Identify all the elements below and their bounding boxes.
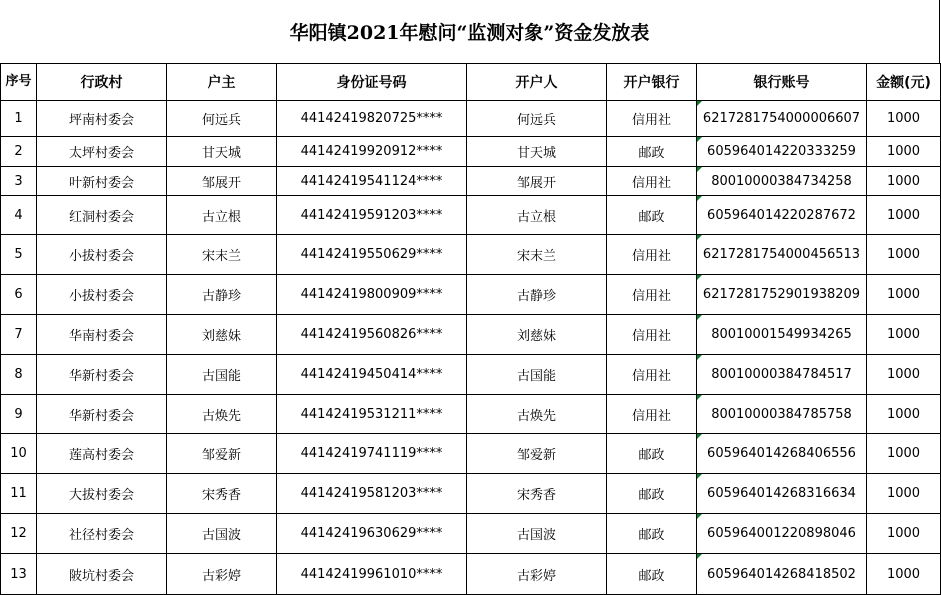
- header-bank: 开户银行: [607, 64, 697, 101]
- cell-village: 坪南村委会: [37, 101, 167, 137]
- cell-seq: 12: [1, 514, 37, 554]
- cell-id-number: 44142419450414****: [277, 355, 467, 395]
- disbursement-table: [0, 63, 941, 595]
- cell-village: 陂坑村委会: [37, 554, 167, 595]
- cell-id-number: 44142419741119****: [277, 434, 467, 474]
- cell-amount: 1000: [867, 554, 941, 595]
- cell-amount: 1000: [867, 315, 941, 355]
- table-row: [1, 275, 941, 315]
- cell-bank: 信用社: [607, 275, 697, 315]
- cell-account-number: 605964014220333259: [697, 137, 867, 167]
- header-account-number: 银行账号: [697, 64, 867, 101]
- cell-seq: 1: [1, 101, 37, 137]
- cell-bank: 邮政: [607, 514, 697, 554]
- cell-village: 华南村委会: [37, 315, 167, 355]
- header-row: [1, 64, 941, 101]
- table-row: [1, 315, 941, 355]
- table-row: [1, 167, 941, 196]
- cell-village: 莲高村委会: [37, 434, 167, 474]
- cell-village: 太坪村委会: [37, 137, 167, 167]
- cell-seq: 5: [1, 235, 37, 275]
- cell-householder: 甘天城: [167, 137, 277, 167]
- cell-householder: 刘慈妹: [167, 315, 277, 355]
- cell-bank: 信用社: [607, 101, 697, 137]
- cell-village: 小拔村委会: [37, 235, 167, 275]
- cell-account-holder: 古静珍: [467, 275, 607, 315]
- cell-account-holder: 古立根: [467, 196, 607, 235]
- cell-amount: 1000: [867, 474, 941, 514]
- table-row: [1, 434, 941, 474]
- cell-village: 小拔村委会: [37, 275, 167, 315]
- cell-amount: 1000: [867, 395, 941, 434]
- cell-id-number: 44142419961010****: [277, 554, 467, 595]
- cell-seq: 3: [1, 167, 37, 196]
- table-row: [1, 514, 941, 554]
- table-row: [1, 355, 941, 395]
- header-seq: 序号: [1, 64, 37, 101]
- cell-account-holder: 刘慈妹: [467, 315, 607, 355]
- cell-account-number: 6217281754000456513: [697, 235, 867, 275]
- cell-id-number: 44142419591203****: [277, 196, 467, 235]
- cell-account-number: 605964014268418502: [697, 554, 867, 595]
- cell-seq: 2: [1, 137, 37, 167]
- cell-village: 华新村委会: [37, 395, 167, 434]
- cell-id-number: 44142419800909****: [277, 275, 467, 315]
- cell-householder: 古国波: [167, 514, 277, 554]
- cell-seq: 13: [1, 554, 37, 595]
- cell-bank: 邮政: [607, 434, 697, 474]
- cell-account-holder: 邹爱新: [467, 434, 607, 474]
- cell-account-number: 6217281752901938209: [697, 275, 867, 315]
- cell-account-number: 80010000384785758: [697, 395, 867, 434]
- header-amount: 金额(元): [867, 64, 941, 101]
- cell-account-number: 605964014268316634: [697, 474, 867, 514]
- cell-id-number: 44142419550629****: [277, 235, 467, 275]
- cell-village: 华新村委会: [37, 355, 167, 395]
- cell-bank: 邮政: [607, 196, 697, 235]
- cell-village: 叶新村委会: [37, 167, 167, 196]
- cell-id-number: 44142419560826****: [277, 315, 467, 355]
- header-village: 行政村: [37, 64, 167, 101]
- cell-account-holder: 宋末兰: [467, 235, 607, 275]
- cell-householder: 邹爱新: [167, 434, 277, 474]
- cell-account-holder: 古国能: [467, 355, 607, 395]
- cell-householder: 宋末兰: [167, 235, 277, 275]
- cell-account-number: 80010000384734258: [697, 167, 867, 196]
- cell-account-holder: 古焕先: [467, 395, 607, 434]
- cell-account-holder: 宋秀香: [467, 474, 607, 514]
- cell-seq: 11: [1, 474, 37, 514]
- table-row: [1, 196, 941, 235]
- cell-account-number: 80010000384784517: [697, 355, 867, 395]
- cell-village: 社径村委会: [37, 514, 167, 554]
- cell-bank: 信用社: [607, 167, 697, 196]
- header-householder: 户主: [167, 64, 277, 101]
- cell-bank: 邮政: [607, 554, 697, 595]
- cell-id-number: 44142419531211****: [277, 395, 467, 434]
- cell-id-number: 44142419820725****: [277, 101, 467, 137]
- header-id-number: 身份证号码: [277, 64, 467, 101]
- cell-account-number: 605964001220898046: [697, 514, 867, 554]
- cell-id-number: 44142419581203****: [277, 474, 467, 514]
- cell-account-number: 605964014220287672: [697, 196, 867, 235]
- cell-householder: 古焕先: [167, 395, 277, 434]
- cell-amount: 1000: [867, 235, 941, 275]
- cell-amount: 1000: [867, 167, 941, 196]
- cell-amount: 1000: [867, 275, 941, 315]
- cell-account-holder: 古彩婷: [467, 554, 607, 595]
- cell-householder: 古国能: [167, 355, 277, 395]
- table-row: [1, 474, 941, 514]
- cell-bank: 邮政: [607, 137, 697, 167]
- cell-householder: 古静珍: [167, 275, 277, 315]
- cell-village: 大拔村委会: [37, 474, 167, 514]
- cell-account-holder: 邹展开: [467, 167, 607, 196]
- cell-amount: 1000: [867, 196, 941, 235]
- cell-account-number: 6217281754000006607: [697, 101, 867, 137]
- cell-bank: 信用社: [607, 395, 697, 434]
- cell-seq: 10: [1, 434, 37, 474]
- cell-householder: 宋秀香: [167, 474, 277, 514]
- cell-account-number: 80010001549934265: [697, 315, 867, 355]
- header-account-holder: 开户人: [467, 64, 607, 101]
- cell-seq: 8: [1, 355, 37, 395]
- table-row: [1, 137, 941, 167]
- cell-village: 红洞村委会: [37, 196, 167, 235]
- cell-householder: 古立根: [167, 196, 277, 235]
- cell-amount: 1000: [867, 101, 941, 137]
- cell-bank: 信用社: [607, 355, 697, 395]
- cell-account-holder: 甘天城: [467, 137, 607, 167]
- cell-householder: 古彩婷: [167, 554, 277, 595]
- cell-id-number: 44142419920912****: [277, 137, 467, 167]
- cell-account-holder: 古国波: [467, 514, 607, 554]
- table-row: [1, 395, 941, 434]
- cell-amount: 1000: [867, 355, 941, 395]
- cell-bank: 信用社: [607, 315, 697, 355]
- cell-amount: 1000: [867, 514, 941, 554]
- cell-id-number: 44142419630629****: [277, 514, 467, 554]
- cell-account-holder: 何远兵: [467, 101, 607, 137]
- cell-bank: 信用社: [607, 235, 697, 275]
- table-row: [1, 101, 941, 137]
- cell-seq: 7: [1, 315, 37, 355]
- cell-amount: 1000: [867, 434, 941, 474]
- cell-seq: 6: [1, 275, 37, 315]
- cell-account-number: 605964014268406556: [697, 434, 867, 474]
- cell-amount: 1000: [867, 137, 941, 167]
- cell-seq: 9: [1, 395, 37, 434]
- cell-bank: 邮政: [607, 474, 697, 514]
- cell-householder: 邹展开: [167, 167, 277, 196]
- table-row: [1, 235, 941, 275]
- cell-seq: 4: [1, 196, 37, 235]
- table-title: 华阳镇2021年慰问“监测对象”资金发放表: [0, 0, 940, 63]
- cell-householder: 何远兵: [167, 101, 277, 137]
- cell-id-number: 44142419541124****: [277, 167, 467, 196]
- table-row: [1, 554, 941, 595]
